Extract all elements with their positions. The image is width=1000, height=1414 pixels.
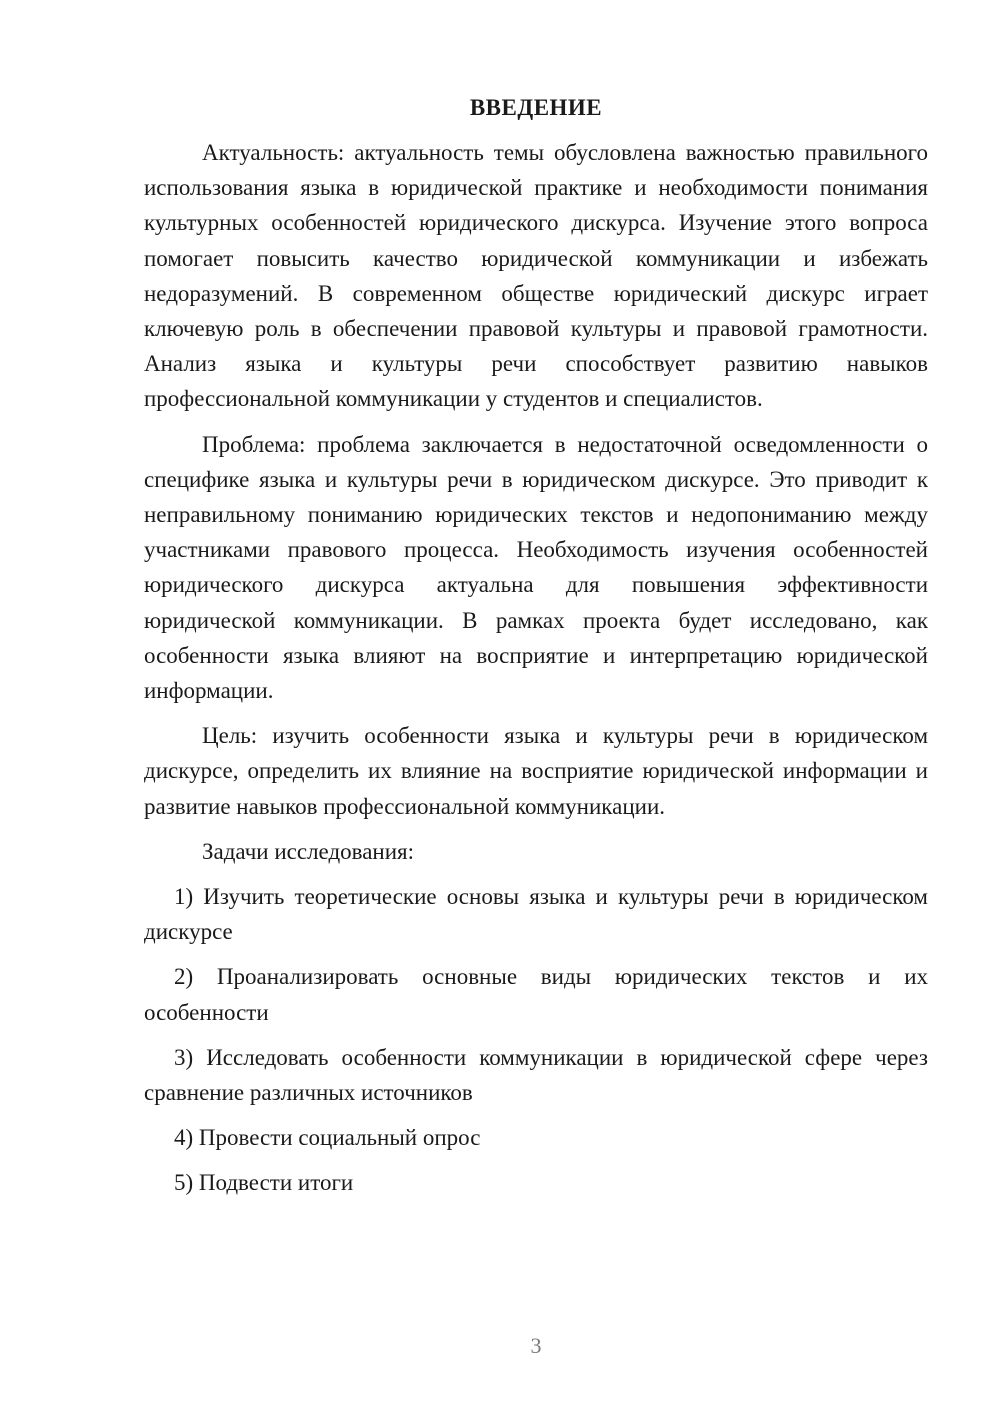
problem-paragraph: Проблема: проблема заключается в недостаточной осведомленности о специфике языка и культуры речи в юридическом дискурсе. Это приводит к неправильному пониманию юридических текстов и недопониманию между участниками правового процесса. Необходимость изучения особенностей юридического дискурса актуальна для повышения эффективности юридической коммуникации. В рамках проекта будет исследовано, как особенности языка влияют на восприятие и интерпретацию юридической информации. (144, 431, 928, 704)
relevance-paragraph: Актуальность: актуальность темы обусловлена важностью правильного использования языка в юридической практике и необходимости понимания культурных особенностей юридического дискурса. Изучение этого вопроса помогает повысить качество юридической коммуникации и избежать недоразумений. В современном обществе юридический дискурс играет ключевую роль в обеспечении правовой культуры и правовой грамотности. Анализ языка и культуры речи способствует развитию навыков профессиональной коммуникации у студентов и специалистов. (144, 140, 928, 412)
tasks-heading: Задачи исследования: (202, 838, 415, 864)
task-item: 1) Изучить теоретические основы языка и культуры речи в юридическом дискурсе (144, 884, 928, 945)
page-number: 3 (530, 1333, 542, 1358)
page-title: ВВЕДЕНИЕ (469, 95, 603, 120)
task-item: 4) Провести социальный опрос (174, 1125, 481, 1151)
goal-paragraph: Цель: изучить особенности языка и культуры речи в юридическом дискурсе, определить их влияние на восприятие юридической информации и развитие навыков профессиональной коммуникации. (144, 723, 928, 819)
task-item: 2) Проанализировать основные виды юридических текстов и их особенности (144, 964, 928, 1025)
document-page (144, 90, 928, 1201)
task-item: 3) Исследовать особенности коммуникации в юридической сфере через сравнение различных источников (144, 1044, 928, 1106)
task-item: 5) Подвести итоги (174, 1170, 354, 1196)
